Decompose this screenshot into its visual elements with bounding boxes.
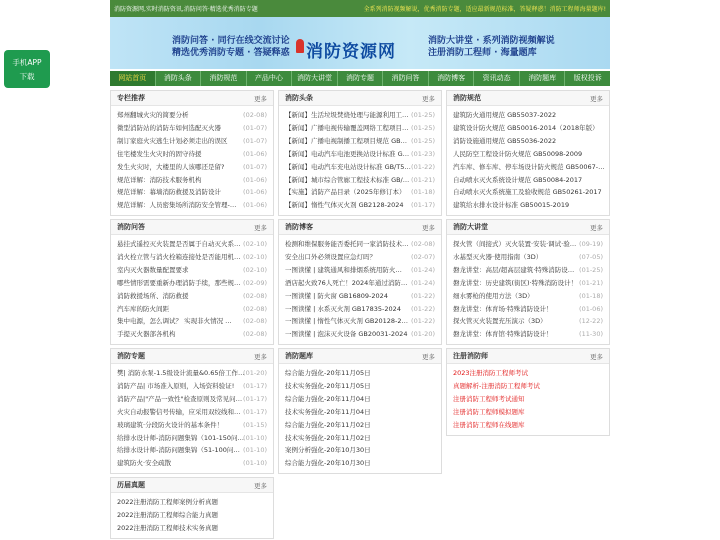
list-item-date: (01-15) — [243, 420, 267, 429]
list-item[interactable] — [285, 122, 435, 135]
list-item[interactable] — [285, 419, 435, 432]
list-item-date: (02-08) — [411, 240, 435, 248]
list-item[interactable] — [285, 432, 435, 445]
list-item-date: (07-05) — [579, 252, 603, 261]
list-item[interactable] — [453, 328, 603, 341]
list-item-title[interactable]: 水基型灭火器·使用指南（3D） — [453, 252, 543, 261]
list-item-title[interactable]: 技术实务强化-20年11月02日 — [285, 433, 371, 442]
panel-title: 消防头条 — [285, 94, 313, 102]
list-item[interactable] — [453, 367, 603, 380]
list-item-date: (01-22) — [411, 317, 435, 326]
list-item-title[interactable]: 手提灭火器部各机构 — [117, 330, 176, 339]
panel-header — [111, 91, 273, 106]
list-item-title[interactable]: 一图读懂 | 惰性气体灭火剂 GB20128-2… — [285, 317, 409, 326]
top-bar — [110, 0, 610, 17]
panel-header — [447, 349, 609, 364]
list-item-title[interactable]: 探火管灭火装置充压演示（3D） — [453, 317, 547, 326]
list-item-title[interactable]: 2022注册消防工程师综合能力真题 — [117, 510, 219, 519]
list-item[interactable] — [285, 251, 435, 264]
list-item[interactable] — [285, 109, 435, 122]
list-item-date: (02-10) — [243, 265, 267, 274]
list-item-date: (01-25) — [411, 111, 435, 119]
list-item[interactable] — [453, 264, 603, 277]
panel-headlines — [278, 90, 442, 216]
list-item-title[interactable]: 细水雾枪的使用方法（3D） — [453, 291, 534, 300]
list-item[interactable] — [117, 328, 267, 341]
list-item-title[interactable]: 建筑防火·安全疏散 — [117, 459, 172, 468]
list-item-title[interactable]: 哪些情形需要重新办理消防手续，那些规… — [117, 278, 241, 287]
list-item[interactable] — [453, 161, 603, 174]
list-item-title[interactable]: 集中电源，怎么调试？ 实现非火情况 … — [117, 317, 232, 326]
list-item[interactable] — [285, 303, 435, 316]
list-item[interactable] — [117, 419, 267, 432]
list-item-title[interactable]: 规范详解：消防技术服务机构 — [117, 175, 202, 184]
list-item[interactable] — [117, 522, 267, 535]
list-item-date: (01-07) — [243, 136, 267, 145]
list-item-title[interactable]: 综合能力强化-20年10月30日 — [285, 459, 371, 468]
list-item-title[interactable]: 消防产品| 市场准入原则，入场资料验证! — [117, 381, 235, 390]
list-item[interactable] — [285, 393, 435, 406]
list-item[interactable] — [285, 199, 435, 212]
banner-slogan-left — [172, 35, 290, 59]
list-item[interactable] — [453, 419, 603, 432]
list-item-title[interactable]: 【实施】消防产品目录（2025年修订本） — [285, 188, 406, 197]
list-item-title[interactable]: 安全出口外必须设置应急灯吗？ — [285, 252, 376, 261]
list-item-date: (02-08) — [243, 111, 267, 119]
list-item-date: (01-24) — [411, 265, 435, 274]
list-item[interactable] — [285, 174, 435, 187]
list-item-title[interactable]: 给排水设计师-消防问题集锦（51-100问… — [117, 446, 240, 455]
list-item-title[interactable]: 制订家庭火灾逃生计划必须走出的误区 — [117, 136, 228, 145]
download-label: 下载 — [19, 72, 35, 81]
list-item[interactable] — [285, 328, 435, 341]
list-item-title[interactable]: 真题解析-注册消防工程师考试 — [453, 381, 540, 390]
nav-news[interactable]: 资讯动态 — [474, 71, 520, 86]
banner-slogan-left-line1: 消防问答 · 同行在线交流讨论 — [172, 36, 290, 46]
nav-lecture[interactable]: 消防大讲堂 — [292, 71, 338, 86]
list-item-date: (02-10) — [243, 252, 267, 261]
list-item[interactable] — [285, 186, 435, 199]
list-item-title[interactable]: 一图读懂 | 防火窗 GB16809-2024 — [285, 291, 388, 300]
list-item-title[interactable]: 2022注册消防工程师案例分析真题 — [117, 498, 219, 506]
list-item-title[interactable]: 一图读懂 | 水系灭火剂 GB17835-2024 — [285, 304, 401, 313]
list-item-date: (01-18) — [579, 291, 603, 300]
list-item[interactable] — [453, 315, 603, 328]
nav-headlines[interactable]: 消防头条 — [156, 71, 202, 86]
list-item-date: (01-06) — [243, 201, 267, 210]
more-link[interactable]: 更多 — [422, 94, 435, 103]
panel-header — [279, 91, 441, 106]
list-item[interactable] — [117, 457, 267, 470]
list-item-title[interactable]: 规范详解：幕墙消防救援及消防设计 — [117, 188, 221, 197]
more-link[interactable]: 更多 — [590, 223, 603, 232]
panel-list — [447, 106, 609, 215]
list-item[interactable] — [453, 406, 603, 419]
banner-slogan-right-line1: 消防大讲堂 · 系列消防视频解说 — [428, 36, 555, 46]
list-item-title[interactable]: 【新闻】广播电视传输覆盖网络工程项目… — [285, 123, 409, 132]
list-item-date: (01-25) — [411, 136, 435, 145]
panel-registered-engineer — [446, 348, 610, 436]
list-item[interactable] — [453, 290, 603, 303]
list-item-date: (01-10) — [243, 459, 267, 468]
list-item[interactable] — [117, 109, 267, 122]
list-item-title[interactable]: 郑州翻城火灾的简要分析 — [117, 111, 189, 119]
list-item[interactable] — [285, 444, 435, 457]
nav-copyright[interactable]: 版权投诉 — [573, 74, 602, 82]
list-item[interactable] — [117, 444, 267, 457]
main-nav — [110, 71, 610, 86]
list-item-title[interactable]: 检测和维保服务能否委托同一家消防技术… — [285, 240, 409, 248]
list-item-title[interactable]: 建筑设计防火规范 GB50016-2014（2018年版） — [453, 123, 599, 132]
panel-list — [111, 493, 273, 538]
list-item-title[interactable]: 微型消防站的消防车如何选配灭火器 — [117, 123, 221, 132]
list-item-title[interactable]: 汽车库的防火间距 — [117, 304, 169, 313]
list-item[interactable] — [117, 277, 267, 290]
list-item-date: (01-21) — [579, 278, 603, 287]
list-item-title[interactable]: 【新闻】城市综合管廊工程技术标准 GB/… — [285, 175, 410, 184]
list-item-title[interactable]: 自动喷水灭火系统设计规范 GB50084-2017 — [453, 175, 583, 184]
list-item-date: (02-10) — [243, 240, 267, 248]
list-item-title[interactable]: 一图读懂 | 泡沫灭火设备 GB20031-2024 — [285, 330, 408, 339]
list-item-title[interactable]: 建筑给水排水设计标准 GB50015-2019 — [453, 201, 570, 210]
more-link[interactable]: 更多 — [422, 352, 435, 361]
list-item[interactable] — [117, 264, 267, 277]
list-item[interactable] — [453, 251, 603, 264]
list-item[interactable] — [285, 148, 435, 161]
list-item-date: (01-21) — [411, 175, 435, 184]
mobile-app-label: 手机APP — [12, 58, 42, 67]
list-item[interactable] — [117, 496, 267, 509]
list-item-title[interactable]: 【新闻】电动汽车充电站设计标准 GB/T5… — [285, 162, 411, 171]
panel-list — [447, 364, 609, 435]
list-item-date: (01-17) — [243, 381, 267, 390]
list-item-title[interactable]: 【新闻】广播电视制播工程项目规范 GB… — [285, 136, 408, 145]
list-item[interactable] — [453, 277, 603, 290]
list-item-date: (01-17) — [243, 407, 267, 416]
list-item-title[interactable]: 综合能力强化-20年11月02日 — [285, 420, 371, 429]
list-item-date: (01-17) — [411, 201, 435, 210]
more-link[interactable]: 更多 — [422, 223, 435, 232]
panel-topics — [110, 348, 274, 474]
list-item-date: (02-07) — [411, 252, 435, 261]
list-item[interactable] — [453, 238, 603, 251]
more-link[interactable]: 更多 — [254, 94, 267, 103]
list-item[interactable] — [117, 406, 267, 419]
list-item-title[interactable]: 住宅楼发生火灾时的固守待援 — [117, 149, 202, 158]
list-item[interactable] — [285, 290, 435, 303]
panel-header — [111, 220, 273, 235]
panel-question-bank — [278, 348, 442, 474]
more-link[interactable]: 更多 — [254, 223, 267, 232]
panel-list — [111, 235, 273, 344]
list-item-date: (01-06) — [579, 304, 603, 313]
list-item-title[interactable]: 磐龙讲堂：体育馆·特殊消防设计！ — [453, 330, 553, 339]
list-item[interactable] — [117, 161, 267, 174]
list-item[interactable] — [285, 264, 435, 277]
list-item-date: (01-06) — [243, 188, 267, 197]
panel-list — [279, 235, 441, 344]
panel-header — [279, 349, 441, 364]
banner-slogan-left-line2: 精选优秀消防专题 · 答疑释惑 — [172, 48, 290, 58]
list-item-date: (01-20) — [411, 330, 435, 339]
list-item[interactable] — [117, 303, 267, 316]
list-item[interactable] — [453, 199, 603, 212]
list-item-title[interactable]: 自动喷水灭火系统施工及验收规范 GB50261-2017 — [453, 188, 602, 197]
site-logo[interactable]: 消防资源网 — [306, 42, 396, 62]
list-item-title[interactable]: 建筑防火通用规范 GB55037-2022 — [453, 111, 557, 119]
list-item-title[interactable]: 火灾自动报警信号传输，应采用双绞线和… — [117, 407, 241, 416]
list-item-title[interactable]: 探火管（间接式）灭火装置·安装·调试·验… — [453, 240, 577, 248]
list-item-title[interactable]: 人民防空工程设计防火规范 GB50098-2009 — [453, 149, 583, 158]
list-item-title[interactable]: 【新闻】电动汽车电池更换站设计标准 G… — [285, 149, 410, 158]
list-item-title[interactable]: 规范详解：人员密集场所消防安全管理-… — [117, 201, 237, 210]
top-bar-right-text[interactable]: 全系列消防视频解说，优秀消防专题，适应最新规范标准，答疑释惑！消防工程师海量题库! — [363, 6, 606, 13]
list-item[interactable] — [285, 277, 435, 290]
extinguisher-icon — [296, 39, 304, 53]
list-item[interactable] — [117, 432, 267, 445]
nav-question-bank[interactable]: 消防题库 — [520, 71, 566, 86]
list-item-title[interactable]: 【新闻】生活垃圾焚烧处理与能源利用工… — [285, 111, 409, 119]
list-item[interactable] — [117, 199, 267, 212]
list-item[interactable] — [453, 393, 603, 406]
list-item-title[interactable]: 悬挂式遥控灭火装置是否属于自动灭火系… — [117, 240, 241, 248]
list-item-date: (01-24) — [411, 278, 435, 287]
list-item[interactable] — [285, 238, 435, 251]
list-item-title[interactable]: 一图读懂 | 建筑通风和排烟系统用防火… — [285, 265, 402, 274]
list-item[interactable] — [453, 303, 603, 316]
panel-header — [447, 91, 609, 106]
list-item-date: (02-08) — [243, 304, 267, 313]
list-item-title[interactable]: 技术实务强化-20年11月04日 — [285, 407, 371, 416]
panel-title: 消防大讲堂 — [453, 223, 488, 231]
list-item-title[interactable]: 【新闻】惰性气体灭火剂 GB2128-2024 — [285, 201, 404, 210]
panel-title: 历届真题 — [117, 481, 145, 489]
list-item-title[interactable]: 消防救援场所、消防救援 — [117, 291, 189, 300]
list-item-title[interactable]: 磐龙讲堂：历史建筑(街区)·特殊消防设计！ — [453, 278, 578, 287]
list-item-title[interactable]: 注册消防工程师考试通知 — [453, 394, 525, 403]
list-item-title[interactable]: 案例分析强化-20年10月30日 — [285, 446, 371, 455]
list-item[interactable] — [117, 393, 267, 406]
list-item-title[interactable]: 注册消防工程师在线题库 — [453, 420, 525, 429]
more-link[interactable]: 更多 — [254, 481, 267, 490]
panel-column-recommend — [110, 90, 274, 216]
list-item-date: (01-10) — [243, 446, 267, 455]
more-link[interactable]: 更多 — [254, 352, 267, 361]
panel-title: 消防博客 — [285, 223, 313, 231]
nav-home[interactable]: 网站首页 — [110, 71, 156, 86]
panel-blog — [278, 219, 442, 345]
list-item-date: (01-06) — [243, 149, 267, 158]
list-item-date: (01-25) — [579, 265, 603, 274]
list-item-title[interactable]: 2022注册消防工程师技术实务真题 — [117, 523, 219, 532]
list-item-title[interactable]: 2023注册消防工程师考试 — [453, 369, 529, 377]
list-item-title[interactable]: 汽车库、修车库、停车场设计防火规范 GB50067-… — [453, 162, 605, 171]
list-item-date: (02-08) — [243, 291, 267, 300]
panel-codes — [446, 90, 610, 216]
list-item-title[interactable]: 消防设施通用规范 GB55036-2022 — [453, 136, 557, 145]
panel-header — [279, 220, 441, 235]
panel-list — [279, 364, 441, 473]
list-item-date: (01-22) — [411, 162, 435, 171]
nav-codes[interactable]: 消防规范 — [201, 71, 247, 86]
list-item[interactable] — [453, 135, 603, 148]
list-item[interactable] — [285, 457, 435, 470]
list-item-title[interactable]: 消防产品|"产品一致性"检查原则及常见问… — [117, 394, 243, 403]
panel-lecture — [446, 219, 610, 345]
list-item[interactable] — [285, 380, 435, 393]
list-item[interactable] — [117, 367, 267, 380]
nav-products[interactable]: 产品中心 — [247, 71, 293, 86]
more-link[interactable]: 更多 — [590, 94, 603, 103]
list-item[interactable] — [453, 122, 603, 135]
list-item-date: (11-30) — [579, 330, 603, 339]
panel-title: 消防规范 — [453, 94, 481, 102]
header-banner — [110, 17, 610, 69]
list-item-title[interactable]: 发生火灾时，大楼里的人该哪还是留? — [117, 162, 225, 171]
list-item-title[interactable]: 玻璃建筑·分段防火设计的基本条件！ — [117, 420, 224, 429]
panel-past-exams — [110, 477, 274, 539]
panel-qa — [110, 219, 274, 345]
nav-blog[interactable]: 消防博客 — [429, 71, 475, 86]
list-item-date: (01-07) — [243, 162, 267, 171]
list-item-date: (01-10) — [243, 433, 267, 442]
list-item-title[interactable]: 技术实务强化-20年11月05日 — [285, 381, 371, 390]
list-item[interactable] — [117, 174, 267, 187]
list-item-date: (01-23) — [411, 149, 435, 158]
list-item-date: (01-20) — [243, 369, 267, 377]
list-item[interactable] — [117, 122, 267, 135]
list-item[interactable] — [117, 148, 267, 161]
list-item[interactable] — [285, 367, 435, 380]
list-item-date: (01-22) — [411, 291, 435, 300]
list-item[interactable] — [285, 161, 435, 174]
list-item[interactable] — [117, 315, 267, 328]
list-item-title[interactable]: 消火栓立管与消火栓箱连接处是否能用机… — [117, 252, 241, 261]
list-item[interactable] — [453, 174, 603, 187]
list-item-title[interactable]: 磐龙讲堂：高层/超高层建筑·特殊消防设… — [453, 265, 575, 274]
nav-topics[interactable]: 消防专题 — [338, 71, 384, 86]
list-item[interactable] — [285, 315, 435, 328]
list-item-date: (02-09) — [243, 278, 267, 287]
list-item[interactable] — [117, 238, 267, 251]
list-item-date: (02-08) — [243, 330, 267, 339]
list-item-date: (01-17) — [243, 394, 267, 403]
banner-slogan-right-line2: 注册消防工程师 · 海量题库 — [428, 48, 537, 58]
panel-header — [111, 478, 273, 493]
list-item[interactable] — [453, 186, 603, 199]
list-item[interactable] — [117, 380, 267, 393]
list-item-date: (09-19) — [579, 240, 603, 248]
list-item[interactable] — [117, 186, 267, 199]
list-item-date: (01-18) — [411, 188, 435, 197]
mobile-app-download-button[interactable] — [4, 50, 50, 88]
banner-slogan-right — [428, 35, 555, 59]
list-item[interactable] — [117, 251, 267, 264]
panel-header — [447, 220, 609, 235]
panel-title: 专栏推荐 — [117, 94, 145, 102]
panel-list — [111, 106, 273, 215]
list-item[interactable] — [285, 135, 435, 148]
list-item[interactable] — [453, 109, 603, 122]
list-item-date: (12-22) — [579, 317, 603, 326]
more-link[interactable]: 更多 — [590, 352, 603, 361]
list-item-title[interactable]: 室内灭火器数量配置要求 — [117, 265, 189, 274]
list-item[interactable] — [117, 290, 267, 303]
top-bar-left-text: 消防资源网,实时消防资讯,消防问答·精选优秀消防专题 — [114, 6, 258, 13]
list-item-date: (01-25) — [411, 123, 435, 132]
panel-header — [111, 349, 273, 364]
list-item[interactable] — [117, 509, 267, 522]
panel-list — [279, 106, 441, 215]
list-item[interactable] — [117, 135, 267, 148]
panel-list — [447, 235, 609, 344]
panel-title: 注册消防师 — [453, 352, 488, 360]
list-item-title[interactable]: 樊| 消防水泵-1.5级设计流量&0.65倍工作… — [117, 369, 245, 377]
list-item-date: (01-07) — [243, 123, 267, 132]
list-item[interactable] — [285, 406, 435, 419]
list-item[interactable] — [453, 148, 603, 161]
list-item-title[interactable]: 综合能力强化-20年11月04日 — [285, 394, 371, 403]
list-item-date: (02-08) — [243, 317, 267, 326]
panel-title: 消防题库 — [285, 352, 313, 360]
panel-title: 消防专题 — [117, 352, 145, 360]
list-item-title[interactable]: 给排水设计师-消防问题集锦（101-150问… — [117, 433, 245, 442]
list-item[interactable] — [453, 380, 603, 393]
list-item-date: (01-22) — [411, 304, 435, 313]
list-item-date: (01-06) — [243, 175, 267, 184]
list-item-title[interactable]: 酒店起火致76人死亡！2024年通过消防… — [285, 278, 408, 287]
panel-title: 消防问答 — [117, 223, 145, 231]
list-item-title[interactable]: 注册消防工程师模拟题库 — [453, 407, 525, 416]
panel-list — [111, 364, 273, 473]
nav-qa[interactable]: 消防问答 — [383, 71, 429, 86]
list-item-title[interactable]: 磐龙讲堂：体育场·特殊消防设计！ — [453, 304, 553, 313]
list-item-title[interactable]: 综合能力强化-20年11月05日 — [285, 369, 371, 377]
